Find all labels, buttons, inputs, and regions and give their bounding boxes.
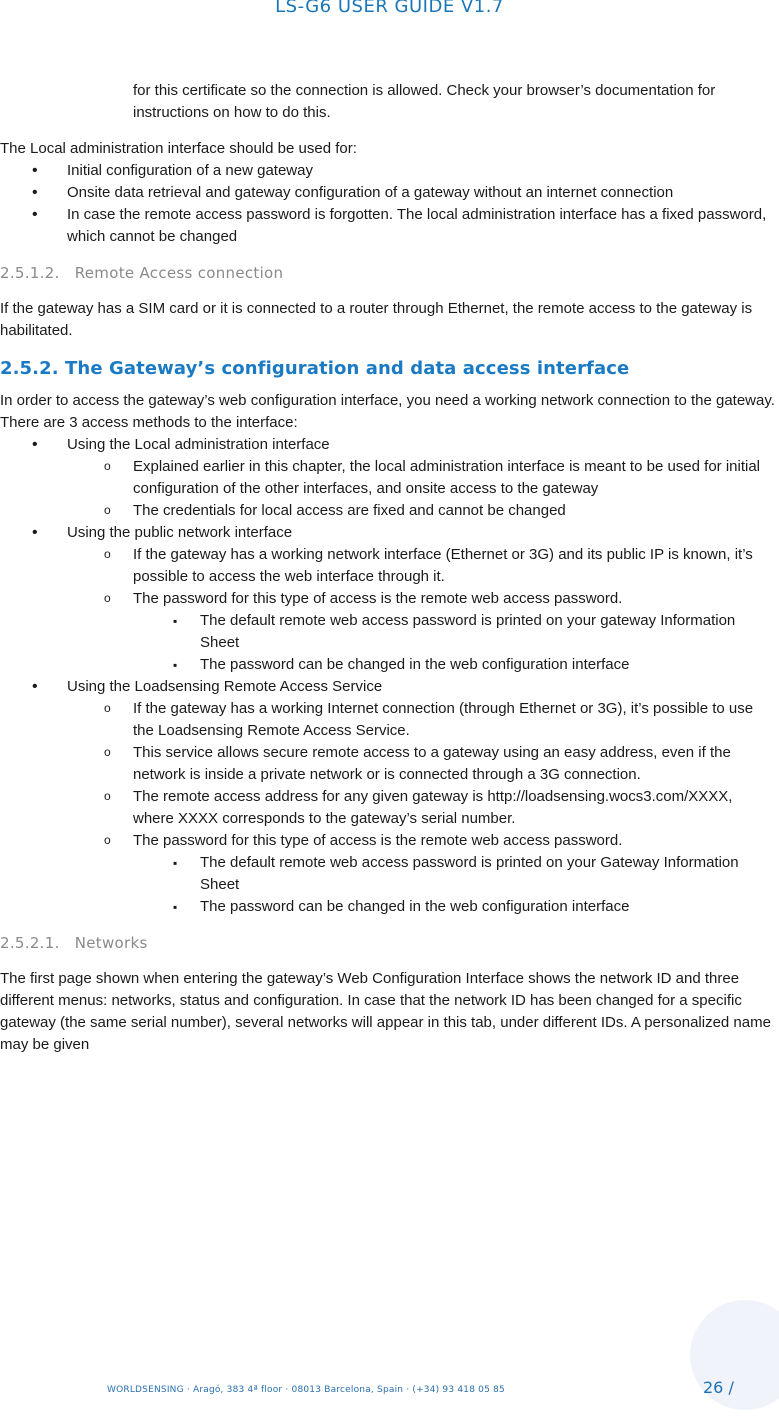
list-item	[67, 830, 769, 918]
networks-paragraph: The first page shown when entering the gateway’s Web Configuration Interface shows the network ID and three different menus: networks, status and configuration. In case that the network ID has been changed for a specific gateway (the same serial number), several networks will appear in this tab, under different IDs. A personalized name may be given	[0, 970, 771, 1053]
method-item-public	[0, 522, 779, 676]
method-label: • Using the Local administration interface	[67, 436, 330, 453]
password-sublist	[133, 610, 763, 676]
page-content	[0, 80, 779, 1056]
page-header-title: LS-G6 USER GUIDE V1.7	[275, 0, 504, 17]
section-title: Networks	[74, 934, 148, 952]
footer-contact-info: WORLDSENSING · Aragó, 383 4ª floor · 08013 Barcelona, Spain · (+34) 93 418 05 85	[107, 1385, 505, 1395]
method-item-local	[0, 434, 779, 522]
list-item: o The credentials for local access are fixed and cannot be changed	[67, 500, 769, 522]
local-admin-uses-list	[0, 160, 779, 248]
section-number: 2.5.1.2.	[0, 264, 60, 282]
method-sublist	[67, 544, 769, 676]
section-heading-2521	[0, 932, 779, 954]
list-item: o This service allows secure remote access to a gateway using an easy address, even if the network is inside a private network or is connected through a 3G connection.	[67, 742, 769, 786]
section-title: Remote Access connection	[74, 264, 284, 282]
list-item: • In case the remote access password is forgotten. The local administration interface has a fixed password, which cannot be changed	[0, 204, 779, 248]
certificate-continuation-paragraph: for this certificate so the connection is allowed. Check your browser’s documentation for instructions on how to do this.	[133, 82, 716, 121]
access-methods-list	[0, 434, 779, 918]
list-item-text: o The password for this type of access is the remote web access password.	[133, 832, 623, 849]
access-intro-paragraph: In order to access the gateway’s web configuration interface, you need a working network connection to the gateway. There are 3 access methods to the interface:	[0, 392, 775, 431]
section-heading-252: 2.5.2. The Gateway’s configuration and data access interface	[0, 358, 630, 379]
password-sublist	[133, 852, 763, 918]
list-item: ▪ The default remote web access password is printed on your gateway Information Sheet	[133, 610, 763, 654]
method-sublist	[67, 456, 769, 522]
list-item: ▪ The password can be changed in the web configuration interface	[133, 896, 763, 918]
list-item: • Onsite data retrieval and gateway configuration of a gateway without an internet connection	[0, 182, 779, 204]
list-item: ▪ The password can be changed in the web configuration interface	[133, 654, 763, 676]
list-item: o Explained earlier in this chapter, the local administration interface is meant to be used for initial configuration of the other interfaces, and onsite access to the gateway	[67, 456, 769, 500]
list-item: o If the gateway has a working Internet connection (through Ethernet or 3G), it’s possible to use the Loadsensing Remote Access Service.	[67, 698, 769, 742]
page-number: 26 /	[703, 1378, 734, 1397]
local-admin-intro: The Local administration interface should be used for:	[0, 140, 357, 157]
section-number: 2.5.2.1.	[0, 934, 60, 952]
list-item: o The remote access address for any given gateway is http://loadsensing.wocs3.com/XXXX, where XXXX corresponds to the gateway’s serial number.	[67, 786, 769, 830]
list-item	[67, 588, 769, 676]
list-item: • Initial configuration of a new gateway	[0, 160, 779, 182]
method-sublist	[67, 698, 769, 918]
list-item-text: o The password for this type of access is the remote web access password.	[133, 590, 623, 607]
method-label: • Using the Loadsensing Remote Access Service	[67, 678, 383, 695]
method-label: • Using the public network interface	[67, 524, 293, 541]
list-item: ▪ The default remote web access password is printed on your Gateway Information Sheet	[133, 852, 763, 896]
section-heading-2512	[0, 262, 779, 284]
list-item: o If the gateway has a working network interface (Ethernet or 3G) and its public IP is known, it’s possible to access the web interface through it.	[67, 544, 769, 588]
remote-access-paragraph: If the gateway has a SIM card or it is connected to a router through Ethernet, the remote access to the gateway is habilitated.	[0, 300, 753, 339]
method-item-remote-service	[0, 676, 779, 918]
